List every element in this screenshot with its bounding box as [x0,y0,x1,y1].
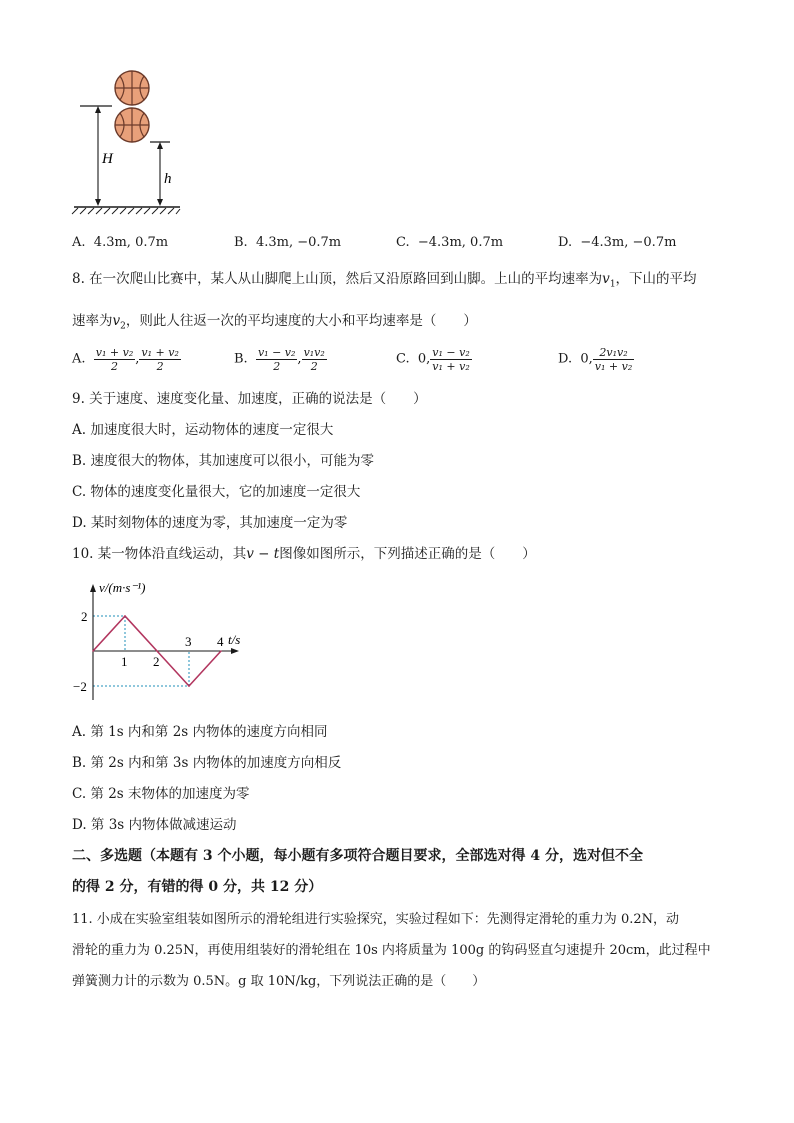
q8-option-b[interactable]: B. $\frac{\text{v₁ − v₂}}{2}$ , $\frac{\text{v₁v₂}}{2}$ [234,346,325,373]
q8-option-a[interactable]: A. $\frac{\text{v₁ + v₂}}{2}$ , $\frac{\text{v₁ + v₂}}{2}$ [72,346,179,373]
q9-stem: 9. 关于速度、速度变化量、加速度，正确的说法是（ ） [72,391,427,407]
q7-option-c[interactable]: C. −4.3m, 0.7m [396,235,504,250]
q9-option-b[interactable]: B. 速度很大的物体，其加速度可以很小，可能为零 [72,453,375,469]
lower-ball [115,108,149,142]
q11-stem-line1: 11. 小成在实验室组装如图所示的滑轮组进行实验探究，实验过程如下：先测得定滑轮的重力为 0.2N，动 [72,912,679,927]
q11-stem-line3: 弹簧测力计的示数为 0.5N。g 取 10N/kg，下列说法正确的是（ ） [72,974,486,989]
data-point [92,650,94,652]
q8-option-c[interactable]: C. 0, $\frac{\text{v₁ − v₂}}{\text{v₁ + v₂}}$ [396,346,470,373]
q10-option-b[interactable]: B. 第 2s 内和第 3s 内物体的加速度方向相反 [72,755,342,771]
q8-stem-line1: 8. 在一次爬山比赛中，某人从山脚爬上山顶，然后又沿原路回到山脚。上山的平均速率为$v_1$，下山的平均 [72,271,697,290]
y-axis-label: v/(m·s⁻¹) [99,580,146,595]
x-tick-label: 3 [185,634,192,649]
x-tick-label: 4 [217,634,224,649]
y-tick-label: 2 [81,609,88,624]
data-point [220,650,222,652]
q8-option-d[interactable]: D. 0, $\frac{\text{2v₁v₂}}{\text{v₁ + v₂}}$ [558,346,633,373]
q9-option-d[interactable]: D. 某时刻物体的速度为零，其加速度一定为零 [72,515,348,531]
label-H: H [102,151,113,167]
q10-option-a[interactable]: A. 第 1s 内和第 2s 内物体的速度方向相同 [72,724,328,740]
q10-stem: 10. 某一物体沿直线运动，其v − t图像如图所示，下列描述正确的是（ ） [72,546,536,562]
q10-option-c[interactable]: C. 第 2s 末物体的加速度为零 [72,786,250,802]
label-h: h [164,171,172,187]
q11-stem-line2: 滑轮的重力为 0.25N，再使用组装好的滑轮组在 10s 内将质量为 100g 的钩码竖直匀速提升 20cm，此过程中 [72,943,711,958]
vt-chart [70,574,250,708]
x-tick-label: 1 [121,654,128,669]
q9-option-a[interactable]: A. 加速度很大时，运动物体的速度一定很大 [72,422,334,438]
upper-ball [115,71,149,105]
data-point [188,685,190,687]
q7-option-a[interactable]: A. 4.3m, 0.7m [72,235,169,250]
q7-option-b[interactable]: B. 4.3m, −0.7m [234,235,342,250]
section2-heading-line1: 二、多选题（本题有 3 个小题，每小题有多项符合题目要求，全部选对得 4 分，选对但不全 [72,848,643,864]
x-axis-label: t/s [228,632,241,647]
x-tick-label: 2 [153,654,160,669]
q8-stem-line2: 速率为$v_2$，则此人往返一次的平均速度的大小和平均速率是（ ） [72,313,477,332]
q9-option-c[interactable]: C. 物体的速度变化量很大，它的加速度一定很大 [72,484,361,500]
q10-option-d[interactable]: D. 第 3s 内物体做减速运动 [72,817,237,833]
section2-heading-line2: 的得 2 分，有错的得 0 分，共 12 分） [72,879,323,895]
y-tick-label: −2 [73,679,87,694]
q7-option-d[interactable]: D. −4.3m, −0.7m [558,235,677,250]
height-diagram [68,66,188,216]
data-point [124,615,126,617]
data-point [156,650,158,652]
